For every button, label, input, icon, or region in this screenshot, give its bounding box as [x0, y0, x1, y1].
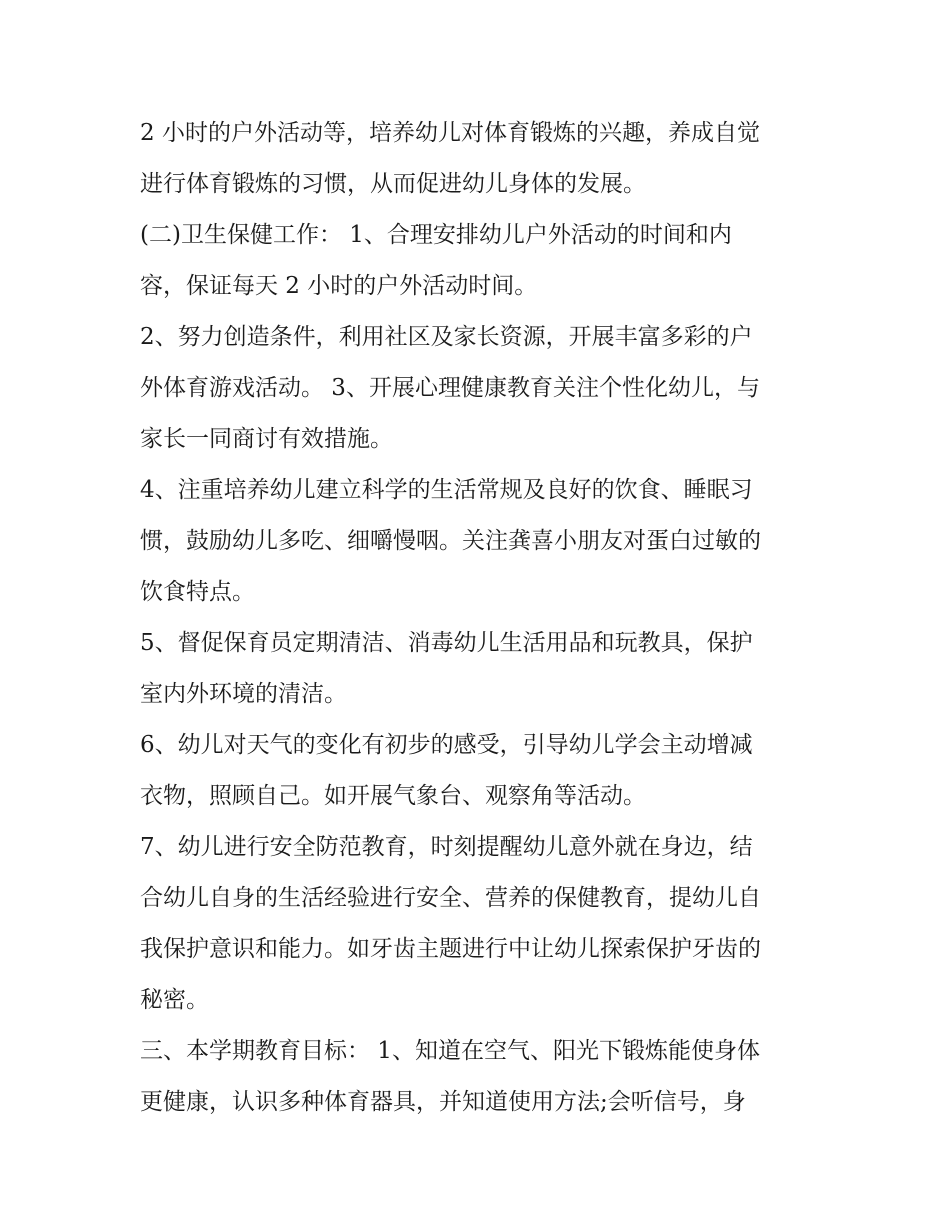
text-line: 更健康，认识多种体育器具，并知道使用方法;会听信号，身 [140, 1089, 746, 1115]
text-line: 惯，鼓励幼儿多吃、细嚼慢咽。关注龚喜小朋友对蛋白过敏的 [140, 528, 761, 554]
text-line: 2 小时的户外活动等，培养幼儿对体育锻炼的兴趣，养成自觉 [140, 120, 760, 146]
paragraph-item-7 [140, 822, 820, 1026]
text-line: 饮食特点。 [140, 579, 255, 605]
text-line: 4、注重培养幼儿建立科学的生活常规及良好的饮食、睡眠习 [140, 477, 753, 503]
paragraph-pe-habits [140, 108, 820, 210]
text-line: 衣物，照顾自己。如开展气象台、观察角等活动。 [140, 783, 646, 809]
paragraph-item-6 [140, 720, 820, 822]
text-line: 外体育游戏活动。 3、开展心理健康教育关注个性化幼儿，与 [140, 375, 760, 401]
text-line: 5、督促保育员定期清洁、消毒幼儿生活用品和玩教具，保护 [140, 630, 753, 656]
paragraph-item-5 [140, 618, 820, 720]
text-line: 7、幼儿进行安全防范教育，时刻提醒幼儿意外就在身边，结 [140, 834, 753, 860]
text-line: 三、本学期教育目标： 1、知道在空气、阳光下锻炼能使身体 [140, 1038, 760, 1064]
paragraph-item-2 [140, 312, 820, 465]
body-text [140, 108, 820, 1128]
text-line: 进行体育锻炼的习惯，从而促进幼儿身体的发展。 [140, 171, 646, 197]
text-line: 我保护意识和能力。如牙齿主题进行中让幼儿探索保护牙齿的 [140, 936, 761, 962]
text-line: (二)卫生保健工作： 1、合理安排幼儿户外活动的时间和内 [140, 222, 732, 248]
text-line: 合幼儿自身的生活经验进行安全、营养的保健教育，提幼儿自 [140, 885, 761, 911]
paragraph-education-goals [140, 1026, 820, 1128]
text-line: 6、幼儿对天气的变化有初步的感受，引导幼儿学会主动增减 [140, 732, 753, 758]
text-line: 家长一同商讨有效措施。 [140, 426, 393, 452]
text-line: 容，保证每天 2 小时的户外活动时间。 [140, 273, 538, 299]
paragraph-health-care [140, 210, 820, 312]
text-line: 室内外环境的清洁。 [140, 681, 347, 707]
text-line: 秘密。 [140, 987, 209, 1013]
paragraph-item-4 [140, 465, 820, 618]
text-line: 2、努力创造条件，利用社区及家长资源，开展丰富多彩的户 [140, 324, 753, 350]
